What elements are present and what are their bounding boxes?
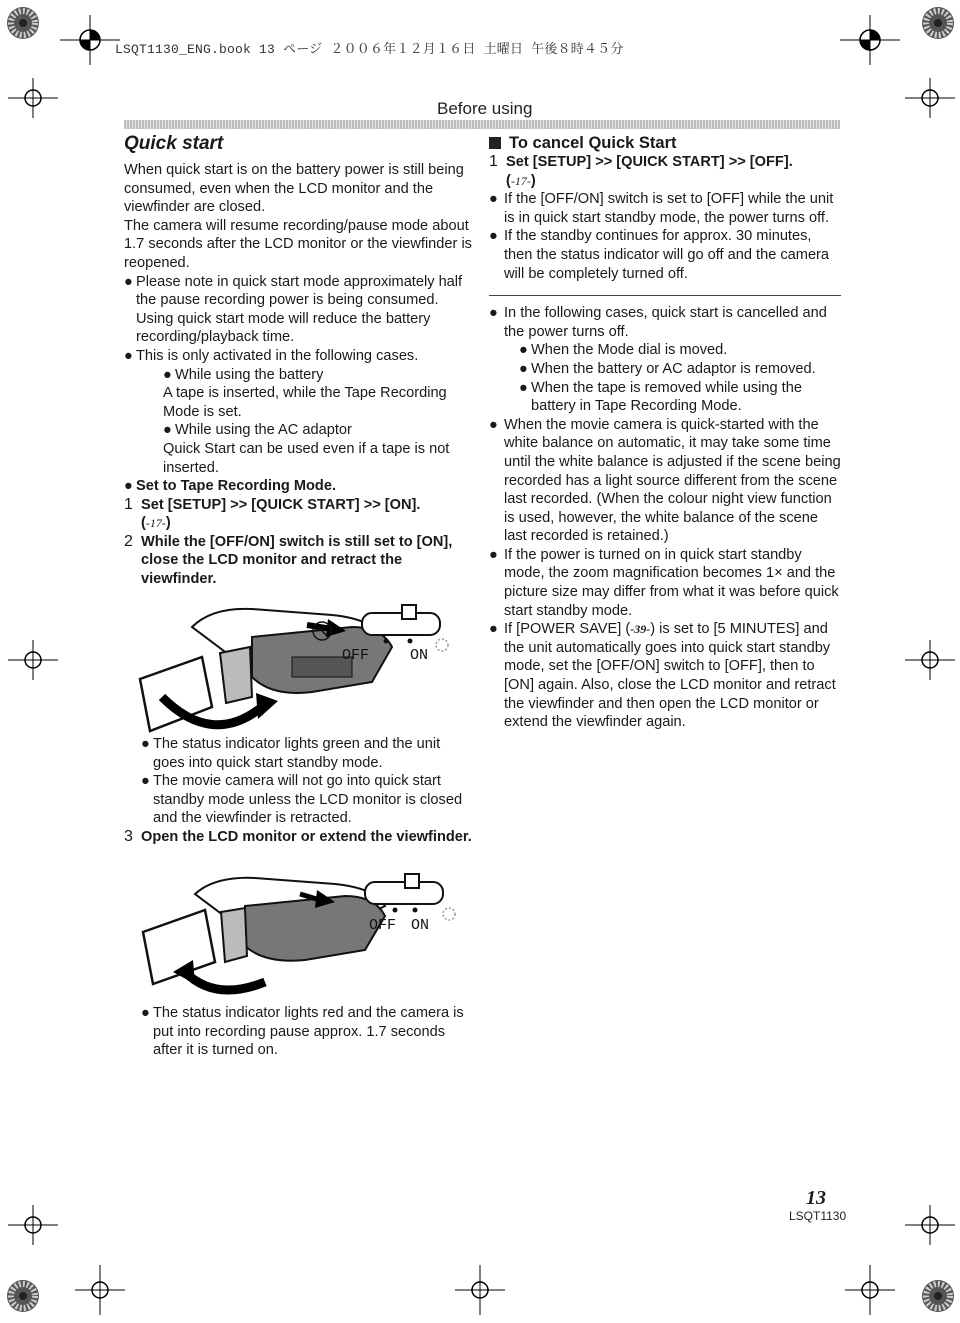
note-text: The status indicator lights green and the unit goes into quick start standby mode.	[153, 736, 441, 771]
registration-target-top-right	[920, 5, 956, 41]
switch-label-on: ON	[411, 917, 430, 934]
note-bullet	[489, 546, 841, 620]
section-label: Before using	[437, 99, 533, 118]
bullet-icon: ●	[124, 347, 133, 364]
registration-target-bottom-left	[5, 1278, 41, 1314]
crop-mark-right-upper	[905, 78, 955, 118]
step-number: 1	[489, 153, 498, 170]
note-bullet	[489, 620, 841, 732]
bullet-icon: ●	[163, 366, 172, 383]
crop-mark-top-left	[60, 15, 120, 65]
step-3	[124, 828, 474, 847]
switch-label-off: OFF	[342, 647, 370, 664]
bullet-icon: ●	[489, 416, 498, 433]
camcorder-close-illustration	[132, 597, 472, 735]
crop-mark-bottom-right	[845, 1265, 895, 1315]
left-column	[124, 133, 474, 589]
sub-bullet	[489, 341, 841, 360]
registration-target-top-left	[5, 5, 41, 41]
note-text: When the movie camera is quick-started with the white balance on automatic, it may take some time until the white balance is adjusted if the scene being recorded has a light source different from the scene last recorded. (When the colour night view function is used, however, the white balance of the scene last recorded is retained.)	[504, 416, 841, 545]
sub-bullet	[124, 421, 474, 440]
bullet-icon: ●	[141, 736, 150, 752]
note-text: Please note in quick start mode approximately half the pause recording power is being consumed. Using quick start mode will reduce the battery recording/playback time.	[136, 273, 463, 346]
crop-mark-top-right	[840, 15, 900, 65]
note-text: The movie camera will not go into quick start standby mode unless the LCD monitor is closed and the viewfinder is retracted.	[153, 773, 463, 827]
note-bullet	[489, 227, 841, 283]
sub-bullet-text: When the battery or AC adaptor is removed.	[531, 360, 816, 377]
note-text: If the [OFF/ON] switch is set to [OFF] while the unit is in quick start standby mode, the power turns off.	[504, 191, 834, 226]
bullet-icon: ●	[124, 273, 133, 290]
bullet-icon: ●	[489, 546, 498, 563]
cancel-heading-text: To cancel Quick Start	[509, 134, 677, 152]
sub-bullet-text: A tape is inserted, while the Tape Recording Mode is set.	[163, 385, 447, 420]
bullet-icon: ●	[163, 422, 172, 439]
sub-bullet	[124, 366, 474, 385]
page-reference: (-17-)	[506, 172, 536, 189]
bullet-icon: ●	[489, 228, 498, 245]
print-file-header: LSQT1130_ENG.book 13 ページ ２００６年１２月１６日 土曜日 午後８時４５分	[115, 42, 624, 57]
step-1	[124, 496, 474, 515]
page-title: Quick start	[124, 133, 224, 154]
bullet-icon: ●	[489, 191, 498, 208]
page-number: 13	[806, 1187, 826, 1209]
step-number: 2	[124, 532, 133, 550]
note-text-start: If [POWER SAVE] (	[504, 621, 631, 638]
note-bullet	[489, 416, 841, 546]
sub-bullet-text: Quick Start can be used even if a tape is not inserted.	[163, 440, 450, 476]
sub-bullet-text: When the tape is removed while using the battery in Tape Recording Mode.	[531, 379, 802, 415]
crop-mark-bottom-left	[75, 1265, 125, 1315]
page-ref-number: -39-	[630, 622, 651, 637]
step-text: While the [OFF/ON] switch is still set to [ON], close the LCD monitor and retract the viewfinder.	[141, 533, 453, 588]
switch-label-off: OFF	[369, 917, 397, 934]
bullet-icon: ●	[124, 478, 133, 495]
switch-label-on: ON	[410, 647, 429, 664]
document-code: LSQT1130	[789, 1209, 847, 1223]
crop-mark-right-lower	[905, 1205, 955, 1245]
note-bullet	[124, 772, 474, 828]
crop-mark-left-lower	[8, 1205, 58, 1245]
header-rule-bar	[124, 120, 840, 129]
note-text: If the power is turned on in quick start standby mode, the zoom magnification becomes 1× and the picture size may differ from what it was before quick start standby mode.	[504, 546, 839, 619]
page-ref-number: -17-	[145, 516, 166, 531]
step-text: Set [SETUP] >> [QUICK START] >> [OFF].	[506, 154, 793, 170]
note-text: The status indicator lights red and the camera is put into recording pause approx. 1.7 seconds after it is turned on.	[153, 1005, 464, 1059]
bullet-icon: ●	[489, 621, 498, 638]
step-2	[124, 533, 474, 589]
note-text-end: ) is set to [5 MINUTES] and the unit automatically goes into quick start standby mode, set the [OFF/ON] switch to [OFF], then to [ON] again. Also, close the LCD monitor and retract the viewfinder and then open the LCD monitor or extend the viewfinder again.	[504, 621, 836, 731]
crop-mark-left-middle	[8, 640, 58, 680]
left-column-continued	[124, 735, 474, 847]
registration-target-bottom-right	[920, 1278, 956, 1314]
sub-bullet	[489, 379, 841, 416]
note-bullet	[489, 190, 841, 227]
sub-bullet-text: When the Mode dial is moved.	[531, 342, 728, 359]
bullet-icon: ●	[141, 773, 150, 790]
right-column	[489, 133, 841, 732]
intro-paragraph-1: When quick start is on the battery power is still being consumed, even when the LCD monitor and the viewfinder are closed.	[124, 162, 464, 216]
page-ref-number: -17-	[510, 173, 531, 188]
crop-mark-right-middle	[905, 640, 955, 680]
step-number: 1	[124, 495, 133, 513]
note-bullet	[124, 477, 474, 496]
step-text: Set [SETUP] >> [QUICK START] >> [ON].	[141, 496, 421, 513]
page-reference: (-17-)	[141, 515, 171, 532]
note-bullet	[124, 735, 474, 772]
note-bullet	[124, 347, 474, 366]
note-bullet	[124, 273, 474, 347]
cancel-step-1	[489, 153, 841, 172]
crop-mark-left-upper	[8, 78, 58, 118]
note-bullet	[489, 304, 841, 341]
intro-paragraph-2: The camera will resume recording/pause mode about 1.7 seconds after the LCD monitor or the viewfinder is reopened.	[124, 217, 472, 271]
note-text: If the standby continues for approx. 30 minutes, then the status indicator will go off and the camera will be completely turned off.	[504, 228, 830, 282]
cancel-heading	[489, 133, 841, 153]
sub-bullet-head: While using the battery	[175, 366, 324, 383]
sub-bullet-head: While using the AC adaptor	[175, 422, 352, 439]
bullet-icon: ●	[141, 1005, 150, 1021]
note-bullet	[124, 1004, 474, 1060]
bullet-icon: ●	[519, 379, 528, 396]
step-text: Open the LCD monitor or extend the viewfinder.	[141, 828, 472, 845]
left-column-final-note	[124, 1004, 474, 1060]
square-bullet-icon	[489, 137, 501, 149]
bullet-icon: ●	[489, 305, 498, 322]
note-text: Set to Tape Recording Mode.	[136, 478, 337, 495]
bullet-icon: ●	[519, 342, 528, 359]
crop-mark-bottom-center	[455, 1265, 505, 1315]
sub-bullet	[489, 360, 841, 379]
camcorder-open-illustration	[135, 872, 465, 1000]
divider	[489, 295, 841, 296]
note-text: In the following cases, quick start is cancelled and the power turns off.	[504, 305, 827, 340]
bullet-icon: ●	[519, 360, 528, 377]
step-number: 3	[124, 827, 133, 845]
note-text: This is only activated in the following cases.	[136, 347, 419, 364]
